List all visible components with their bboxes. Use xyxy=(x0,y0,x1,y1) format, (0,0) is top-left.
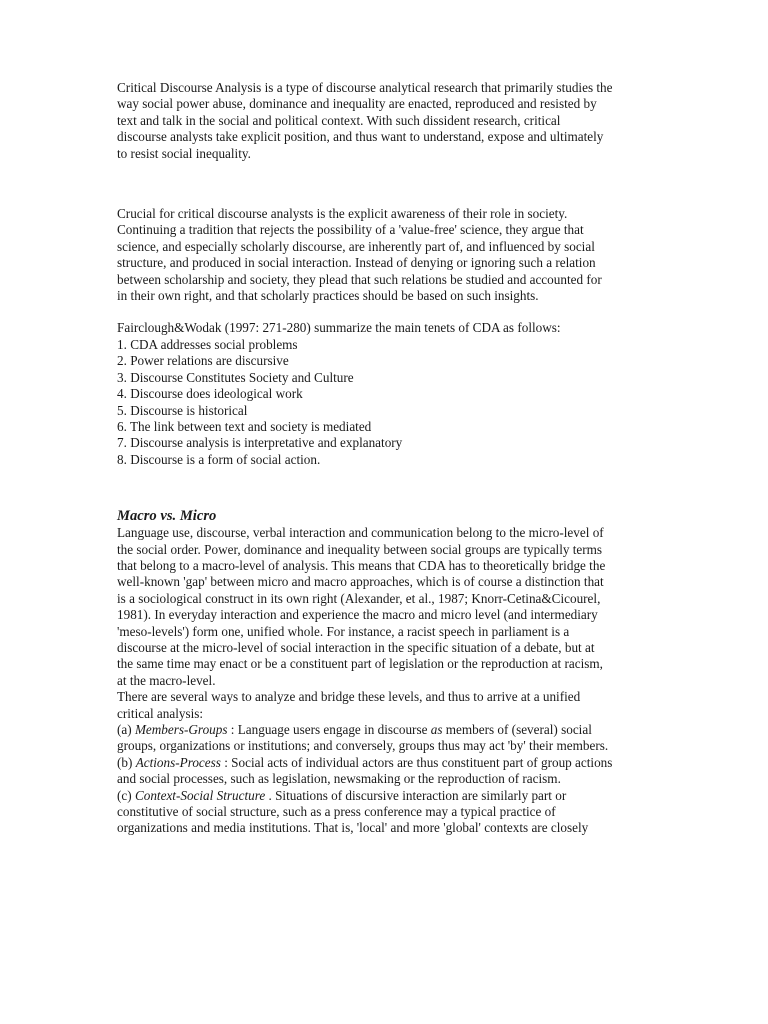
item-b-prefix: (b) xyxy=(117,754,136,770)
item-a-term: Members-Groups xyxy=(134,722,228,737)
role-paragraph: Crucial for critical discourse analysts is the explicit awareness of their role in society. Continuing a tradition that rejects the possibility of a 'value-free' science, they argue that science, and especially scholarly discourse, are inherently part of, and influenced by social structure, and produced in social interaction. Instead of denying or ignoring such a relation between scholarship and society, they plead that such relations be studied and accounted for in their own right, and that scholarly practices should be based on such insights. xyxy=(117,206,602,304)
item-b xyxy=(117,755,613,788)
item-a-prefix: (a) xyxy=(117,722,135,737)
item-c xyxy=(117,788,613,837)
section-heading: Macro vs. Micro xyxy=(117,508,217,525)
item-b-text: : Social acts of individual actors are thus constituent part of group actions and social processes, such as legislation, newsmaking or the reproduction of racism. xyxy=(117,754,613,787)
item-c-term: Context-Social Structure xyxy=(134,787,266,803)
item-b-term: Actions-Process xyxy=(135,754,221,770)
item-c-prefix: (c) xyxy=(117,787,135,803)
macro-micro-paragraph: Language use, discourse, verbal interaction and communication belong to the micro-level of the social order. Power, dominance and inequality between social groups are typically terms that belong to a macro-level of analysis. This means that CDA has to theoretically bridge the well-known 'gap' between micro and macro approaches, which is of course a distinction that is a sociological construct in its own right (Alexander, et al., 1987; Knorr-Cetina&Cicourel, 1981). In everyday interaction and experience the macro and micro level (and intermediary 'meso-levels') form one, unified whole. For instance, a racist speech in parliament is a discourse at the micro-level of social interaction in the specific situation of a debate, but at the same time may enact or be a constituent part of legislation or the reproduction at racism, at the macro-level. xyxy=(117,525,606,688)
list-item: 5. Discourse is historical xyxy=(117,402,248,418)
list-item: 6. The link between text and society is mediated xyxy=(117,418,372,434)
item-a-text-2: members of (several) social groups, organizations or institutions; and conversely, groups thus may act 'by' their members. xyxy=(117,722,609,754)
item-a xyxy=(117,722,613,755)
list-item: 1. CDA addresses social problems xyxy=(117,336,298,352)
document-page xyxy=(117,80,613,837)
tenets-list xyxy=(117,337,613,468)
list-item: 4. Discourse does ideological work xyxy=(117,386,303,402)
list-item: 3. Discourse Constitutes Society and Culture xyxy=(117,369,354,385)
item-a-text: : Language users engage in discourse xyxy=(227,722,431,737)
intro-paragraph: Critical Discourse Analysis is a type of discourse analytical research that primarily studies the way social power abuse, dominance and inequality are enacted, reproduced and resisted by text and talk in the social and political context. With such dissident research, critical discourse analysts take explicit position, and thus want to understand, expose and ultimately to resist social inequality. xyxy=(117,80,613,161)
tenets-intro: Fairclough&Wodak (1997: 271-280) summarize the main tenets of CDA as follows: xyxy=(117,320,561,336)
list-item: 7. Discourse analysis is interpretative and explanatory xyxy=(117,435,403,451)
item-c-text: . Situations of discursive interaction are similarly part or constitutive of social structure, such as a press conference may a typical practice of organizations and media institutions. That is, 'local' and more 'global' contexts are closely xyxy=(117,787,589,836)
ways-intro: There are several ways to analyze and bridge these levels, and thus to arrive at a unified critical analysis: xyxy=(117,689,581,721)
list-item: 8. Discourse is a form of social action. xyxy=(117,451,321,467)
list-item: 2. Power relations are discursive xyxy=(117,353,289,369)
item-a-as: as xyxy=(430,722,443,737)
